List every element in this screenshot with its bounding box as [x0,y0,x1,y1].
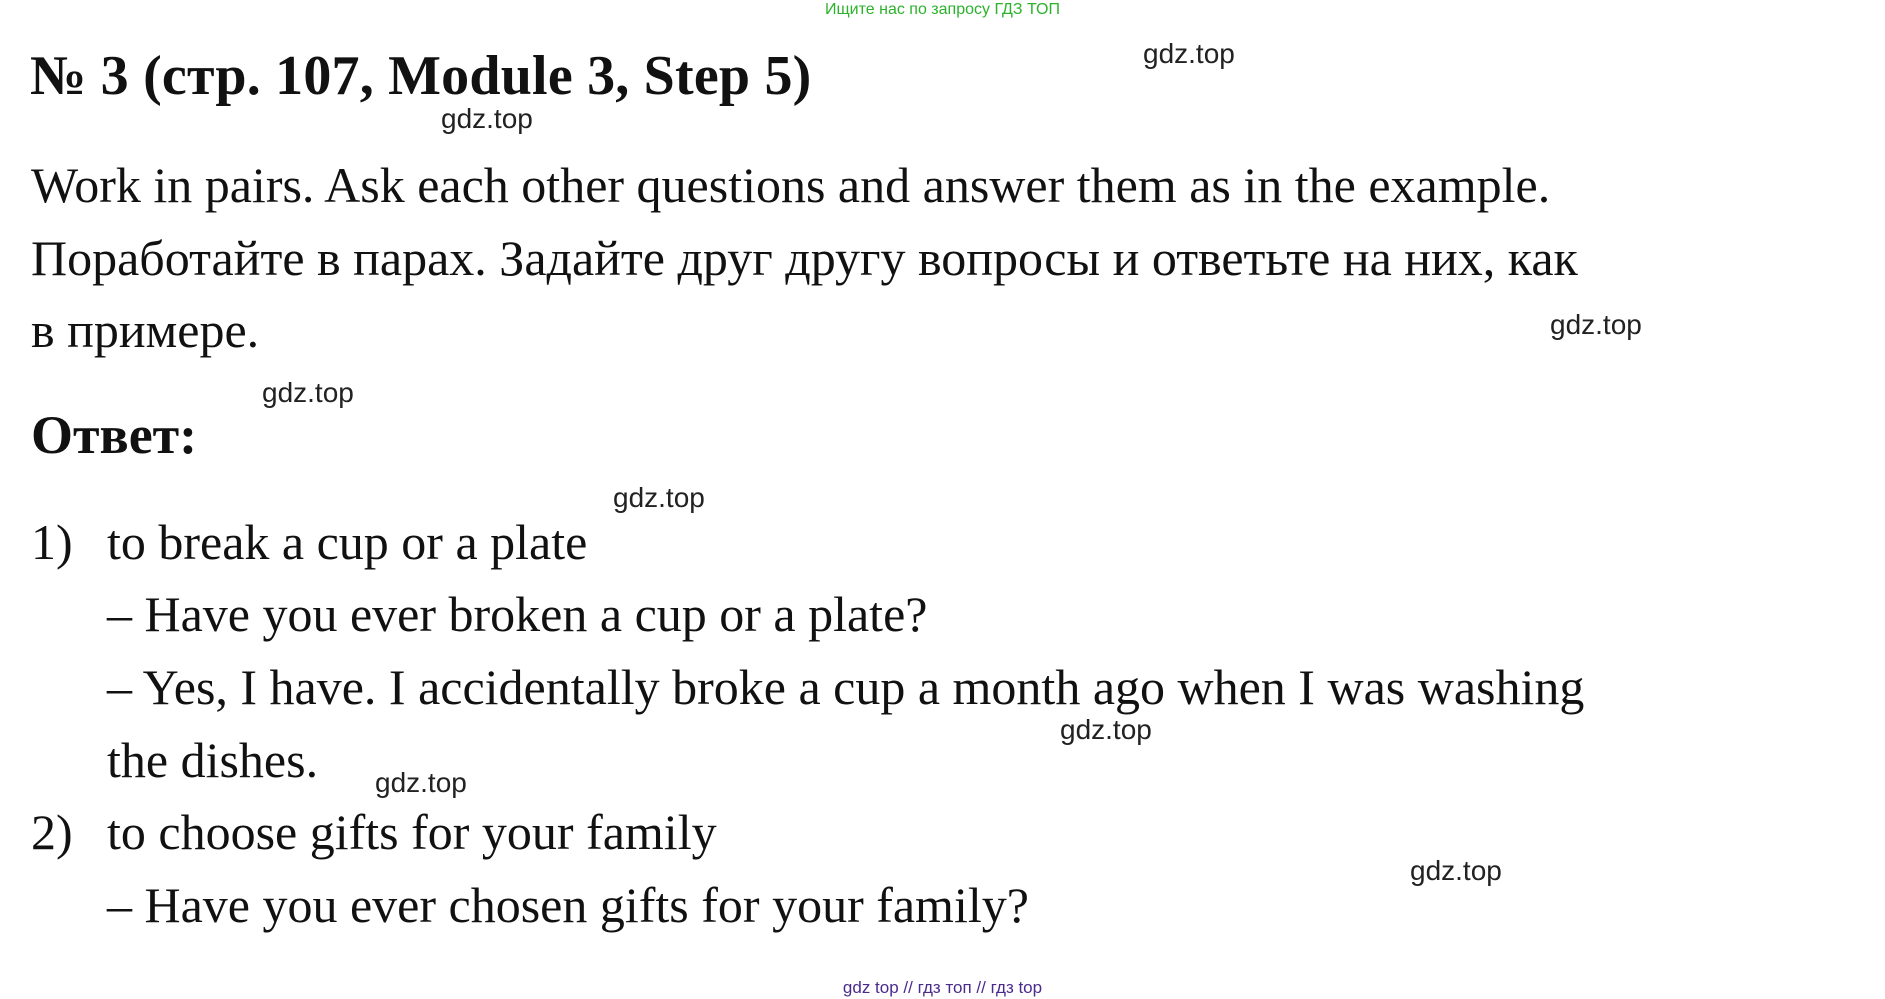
watermark: gdz.top [613,482,705,513]
task-russian-line2: в примере. [31,302,260,358]
watermark: gdz.top [1060,714,1152,745]
watermark: gdz.top [1410,855,1502,886]
watermark: gdz.top [375,767,467,798]
task-russian-line1: Поработайте в парах. Задайте друг другу вопросы и ответьте на них, как [31,230,1578,286]
item-1-prompt: to break a cup or a plate [107,514,588,570]
item-1-number: 1) [31,514,73,570]
page-title: № 3 (стр. 107, Module 3, Step 5) [30,45,812,107]
task-english: Work in pairs. Ask each other questions and answer them as in the example. [31,157,1551,213]
watermark: gdz.top [1550,309,1642,340]
item-1-answer-line2: the dishes. [107,732,319,788]
item-1-answer-line1: – Yes, I have. I accidentally broke a cup a month ago when I was washing [107,659,1585,715]
item-1-question: – Have you ever broken a cup or a plate? [107,586,928,642]
footer-links[interactable]: gdz top // гдз топ // гдз top [842,978,1043,997]
search-banner[interactable]: Ищите нас по запросу ГДЗ ТОП [825,1,1060,18]
watermark: gdz.top [262,377,354,408]
watermark: gdz.top [441,103,533,134]
item-2-number: 2) [31,804,73,860]
watermark: gdz.top [1143,38,1235,69]
item-2-question: – Have you ever chosen gifts for your family? [107,877,1029,933]
item-2-prompt: to choose gifts for your family [107,804,717,860]
answer-heading: Ответ: [31,405,198,465]
